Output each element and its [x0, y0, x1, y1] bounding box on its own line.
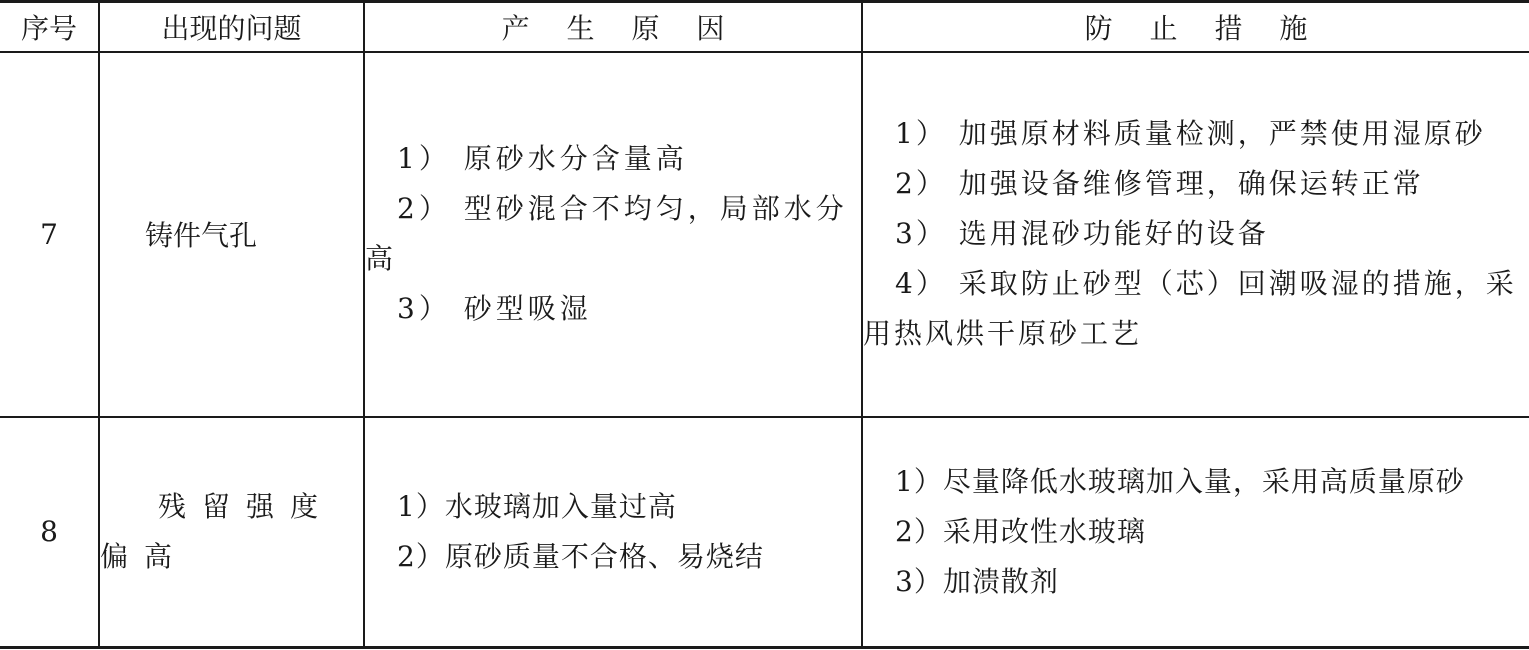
cause-cell	[364, 417, 862, 648]
row-number: 7	[0, 52, 99, 417]
cause-item: 2）原砂质量不合格、易烧结	[397, 539, 764, 573]
issue-text: 铸件气孔	[145, 219, 258, 252]
header-measure: 防 止 措 施	[862, 2, 1529, 52]
measure-item: 3） 选用混砂功能好的设备	[895, 217, 1269, 250]
measure-cell	[862, 52, 1529, 417]
header-issue: 出现的问题	[99, 2, 364, 52]
issue-text: 残留强度偏高	[100, 489, 335, 573]
measure-item: 3）加溃散剂	[895, 564, 1059, 598]
issue-cell	[99, 417, 364, 648]
measure-item: 2） 加强设备维修管理，确保运转正常	[895, 167, 1424, 200]
cause-item: 2） 型砂混合不均匀，局部水分高	[365, 192, 848, 275]
table-row	[0, 52, 1529, 417]
cause-item: 1） 原砂水分含量高	[397, 142, 688, 175]
cause-item: 3） 砂型吸湿	[397, 292, 592, 325]
header-cause: 产 生 原 因	[364, 2, 862, 52]
measure-item: 1）尽量降低水玻璃加入量，采用高质量原砂	[895, 464, 1465, 498]
row-number: 8	[0, 417, 99, 648]
measure-item: 4） 采取防止砂型（芯）回潮吸湿的措施，采用热风烘干原砂工艺	[863, 267, 1517, 350]
measure-item: 1） 加强原材料质量检测，严禁使用湿原砂	[895, 117, 1486, 150]
issue-cell	[99, 52, 364, 417]
measure-cell	[862, 417, 1529, 648]
measure-item: 2）采用改性水玻璃	[895, 514, 1146, 548]
cause-cell	[364, 52, 862, 417]
header-no: 序号	[0, 2, 99, 52]
table-row	[0, 417, 1529, 648]
header-row	[0, 2, 1529, 52]
cause-item: 1）水玻璃加入量过高	[397, 489, 677, 523]
